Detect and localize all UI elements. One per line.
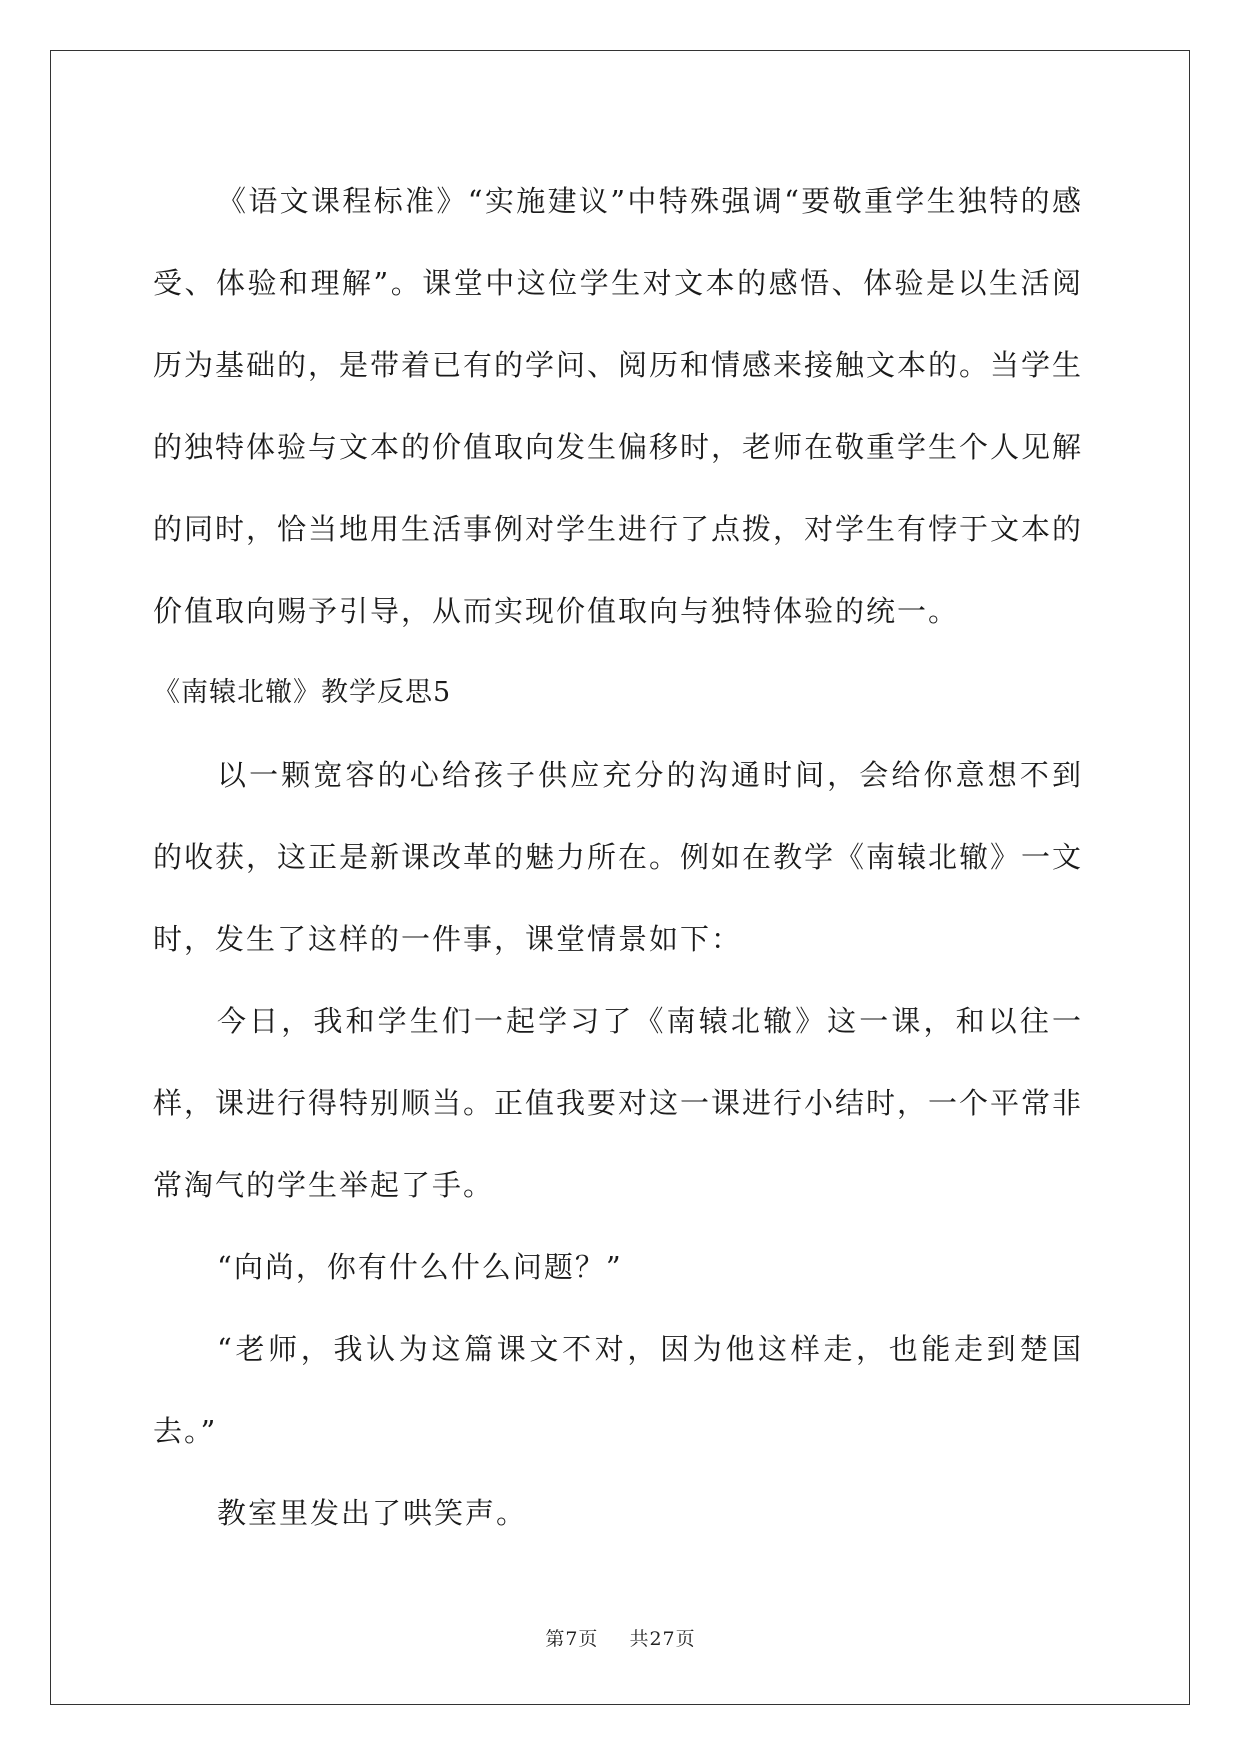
page-footer xyxy=(0,1624,1241,1651)
paragraph-6: 教室里发出了哄笑声。 xyxy=(217,1496,528,1530)
section-title: 《南辕北辙》教学反思5 xyxy=(153,677,452,708)
paragraph-4: “向尚，你有什么什么问题？” xyxy=(217,1250,623,1284)
document-body xyxy=(153,160,1083,1554)
current-page-number: 第7页 xyxy=(545,1628,599,1650)
paragraph-2: 以一颗宽容的心给孩子供应充分的沟通时间，会给你意想不到的收获，这正是新课改革的魅力所在。例如在教学《南辕北辙》一文时，发生了这样的一件事，课堂情景如下： xyxy=(153,758,1084,956)
paragraph-1: 《语文课程标准》“实施建议”中特殊强调“要敬重学生独特的感受、体验和理解”。课堂中这位学生对文本的感悟、体验是以生活阅历为基础的，是带着已有的学问、阅历和情感来接触文本的。当学生的独特体验与文本的价值取向发生偏移时，老师在敬重学生个人见解的同时，恰当地用生活事例对学生进行了点拨，对学生有悖于文本的价值取向赐予引导，从而实现价值取向与独特体验的统一。 xyxy=(153,184,1084,628)
paragraph-3: 今日，我和学生们一起学习了《南辕北辙》这一课，和以往一样，课进行得特别顺当。正值我要对这一课进行小结时，一个平常非常淘气的学生举起了手。 xyxy=(153,1004,1084,1202)
paragraph-5: “老师，我认为这篇课文不对，因为他这样走，也能走到楚国去。” xyxy=(153,1332,1083,1448)
total-page-count: 共27页 xyxy=(629,1628,696,1650)
